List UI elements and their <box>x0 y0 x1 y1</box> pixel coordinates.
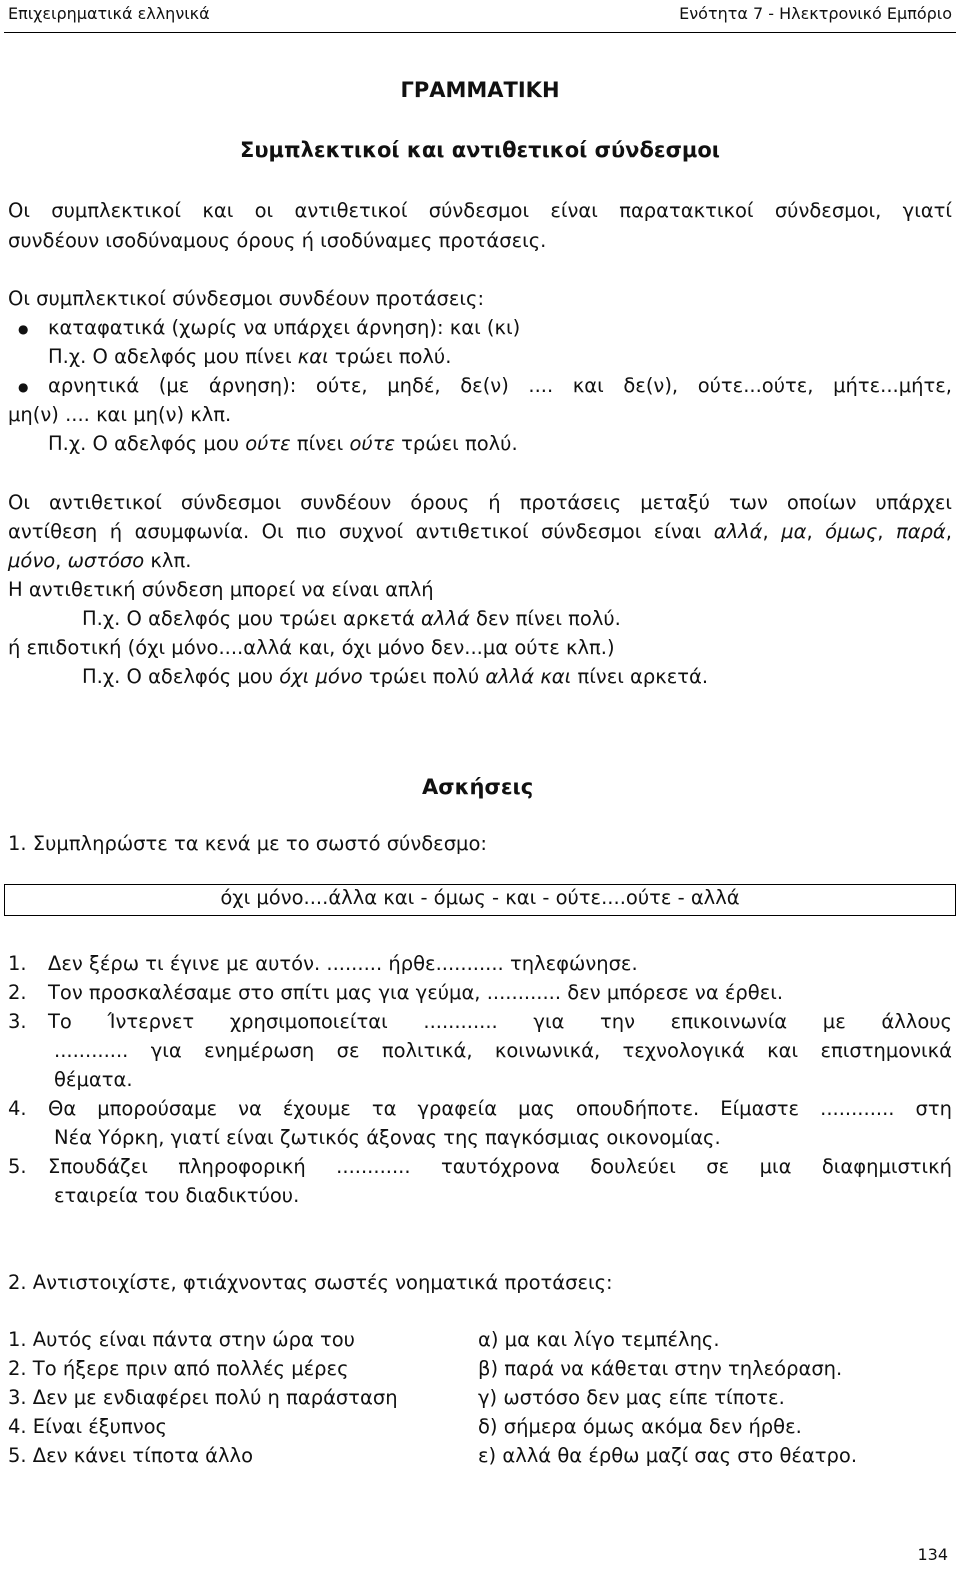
conjunction-italic: παρά <box>895 520 946 543</box>
example-text: δεν πίνει πολύ. <box>469 607 621 630</box>
conjunction-italic: όμως <box>825 520 878 543</box>
match-left-3: 3. Δεν με ενδιαφέρει πολύ η παράσταση <box>8 1386 398 1409</box>
match-right-a: α) μα και λίγο τεμπέλης. <box>478 1328 720 1351</box>
copulative-heading: Οι συμπλεκτικοί σύνδεσμοι συνδέουν προτάσεις: <box>8 287 485 310</box>
exercise-item-5-cont: εταιρεία του διαδικτύου. <box>54 1184 300 1207</box>
example-italic: και <box>297 345 329 368</box>
exercise-item-4-cont: Νέα Υόρκη, γιατί είναι ζωτικός άξονας της παγκόσμιας οικονομίας. <box>54 1126 721 1149</box>
match-left-2: 2. Το ήξερε πριν από πολλές μέρες <box>8 1357 349 1380</box>
word-box-text: όχι μόνο....άλλα και - όμως - και - ούτε....ούτε - αλλά <box>220 886 740 909</box>
item-number: 3. <box>8 1010 27 1033</box>
page-number: 134 <box>917 1545 948 1564</box>
intro-line-1: Οι συμπλεκτικοί και οι αντιθετικοί σύνδεσμοι είναι παρατακτικοί σύνδεσμοι, γιατί <box>8 199 952 222</box>
section-subtitle: Συμπλεκτικοί και αντιθετικοί σύνδεσμοι <box>240 138 720 162</box>
punct: , <box>877 520 896 543</box>
example-text: πίνει <box>290 432 350 455</box>
match-left-1: 1. Αυτός είναι πάντα στην ώρα του <box>8 1328 355 1351</box>
copulative-example-2 <box>48 429 518 458</box>
adversative-line-2 <box>8 517 952 546</box>
match-right-b: β) παρά να κάθεται στην τηλεόραση. <box>478 1357 843 1380</box>
exercise-item-2: Τον προσκαλέσαμε στο σπίτι μας για γεύμα, ............ δεν μπόρεσε να έρθει. <box>48 981 784 1004</box>
header-right: Ενότητα 7 - Ηλεκτρονικό Εμπόριο <box>679 4 952 23</box>
adversative-line-1: Οι αντιθετικοί σύνδεσμοι συνδέουν όρους ή προτάσεις μεταξύ των οποίων υπάρχει <box>8 491 952 514</box>
adversative-additive: ή επιδοτική (όχι μόνο....αλλά και, όχι μόνο δεν...μα ούτε κλπ.) <box>8 636 615 659</box>
exercise-item-3-cont: ............ για ενημέρωση σε πολιτικά, κοινωνικά, τεχνολογικά και επιστημονικά <box>54 1039 952 1062</box>
exercise-1-title: 1. Συμπληρώστε τα κενά με το σωστό σύνδεσμο: <box>8 832 487 855</box>
match-right-e: ε) αλλά θα έρθω μαζί σας στο θέατρο. <box>478 1444 858 1467</box>
copulative-bullet-1: καταφατικά (χωρίς να υπάρχει άρνηση): και (κι) <box>48 316 521 339</box>
conjunction-italic: αλλά <box>713 520 763 543</box>
item-number: 2. <box>8 981 27 1004</box>
conjunction-italic: μόνο <box>8 549 56 572</box>
header-rule <box>4 32 956 33</box>
example-text: Π.χ. Ο αδελφός μου πίνει <box>48 345 298 368</box>
copulative-bullet-2: αρνητικά (με άρνηση): ούτε, μηδέ, δε(ν) .... και δε(ν), ούτε...ούτε, μήτε...μήτε, <box>48 374 952 397</box>
header-left: Επιχειρηματικά ελληνικά <box>8 4 210 23</box>
match-right-d: δ) σήμερα όμως ακόμα δεν ήρθε. <box>478 1415 802 1438</box>
item-number: 5. <box>8 1155 27 1178</box>
adversative-line-3 <box>8 546 191 575</box>
grammar-title: ΓΡΑΜΜΑΤΙΚΗ <box>400 78 560 102</box>
exercise-item-3: Το Ίντερνετ χρησιμοποιείται ............ για την επικοινωνία με άλλους <box>48 1010 952 1033</box>
bullet-icon: ● <box>18 322 29 336</box>
adversative-additive-example <box>82 662 708 691</box>
adversative-simple: Η αντιθετική σύνδεση μπορεί να είναι απλή <box>8 578 434 601</box>
match-left-5: 5. Δεν κάνει τίποτα άλλο <box>8 1444 254 1467</box>
punct: , <box>762 520 782 543</box>
exercises-heading: Ασκήσεις <box>422 775 534 799</box>
example-text: τρώει πολύ <box>362 665 486 688</box>
word-box <box>4 884 956 916</box>
item-number: 1. <box>8 952 27 975</box>
exercise-item-3-cont2: θέματα. <box>54 1068 133 1091</box>
conjunction-italic: μα <box>781 520 807 543</box>
example-italic: ούτε <box>349 432 395 455</box>
item-number: 4. <box>8 1097 27 1120</box>
example-italic: ούτε <box>245 432 291 455</box>
example-text: πίνει αρκετά. <box>571 665 709 688</box>
match-left-4: 4. Είναι έξυπνος <box>8 1415 167 1438</box>
exercise-item-1: Δεν ξέρω τι έγινε με αυτόν. ......... ήρθε........... τηλεφώνησε. <box>48 952 638 975</box>
adversative-simple-example <box>82 604 621 633</box>
example-italic: όχι μόνο <box>279 665 363 688</box>
match-right-c: γ) ωστόσο δεν μας είπε τίποτε. <box>478 1386 785 1409</box>
example-italic: αλλά <box>421 607 470 630</box>
copulative-bullet-2-cont: μη(ν) .... και μη(ν) κλπ. <box>8 403 232 426</box>
bullet-icon: ● <box>18 380 29 394</box>
adversative-text: κλπ. <box>144 549 192 572</box>
copulative-example-1 <box>48 342 451 371</box>
conjunction-italic: ωστόσο <box>67 549 145 572</box>
example-text: Π.χ. Ο αδελφός μου <box>82 665 280 688</box>
intro-line-2: συνδέουν ισοδύναμους όρους ή ισοδύναμες προτάσεις. <box>8 229 547 252</box>
adversative-text: αντίθεση ή ασυμφωνία. Οι πιο συχνοί αντιθετικοί σύνδεσμοι είναι <box>8 520 714 543</box>
exercise-2-title: 2. Αντιστοιχίστε, φτιάχνοντας σωστές νοηματικά προτάσεις: <box>8 1271 613 1294</box>
example-text: τρώει πολύ. <box>328 345 452 368</box>
punct: , <box>55 549 68 572</box>
punct: , <box>945 520 952 543</box>
punct: , <box>806 520 826 543</box>
exercise-item-5: Σπουδάζει πληροφορική ............ ταυτόχρονα δουλεύει σε μια διαφημιστική <box>48 1155 952 1178</box>
example-text: Π.χ. Ο αδελφός μου <box>48 432 246 455</box>
example-italic: αλλά και <box>485 665 572 688</box>
exercise-item-4: Θα μπορούσαμε να έχουμε τα γραφεία μας οπουδήποτε. Είμαστε ............ στη <box>48 1097 952 1120</box>
example-text: Π.χ. Ο αδελφός μου τρώει αρκετά <box>82 607 422 630</box>
example-text: τρώει πολύ. <box>394 432 518 455</box>
